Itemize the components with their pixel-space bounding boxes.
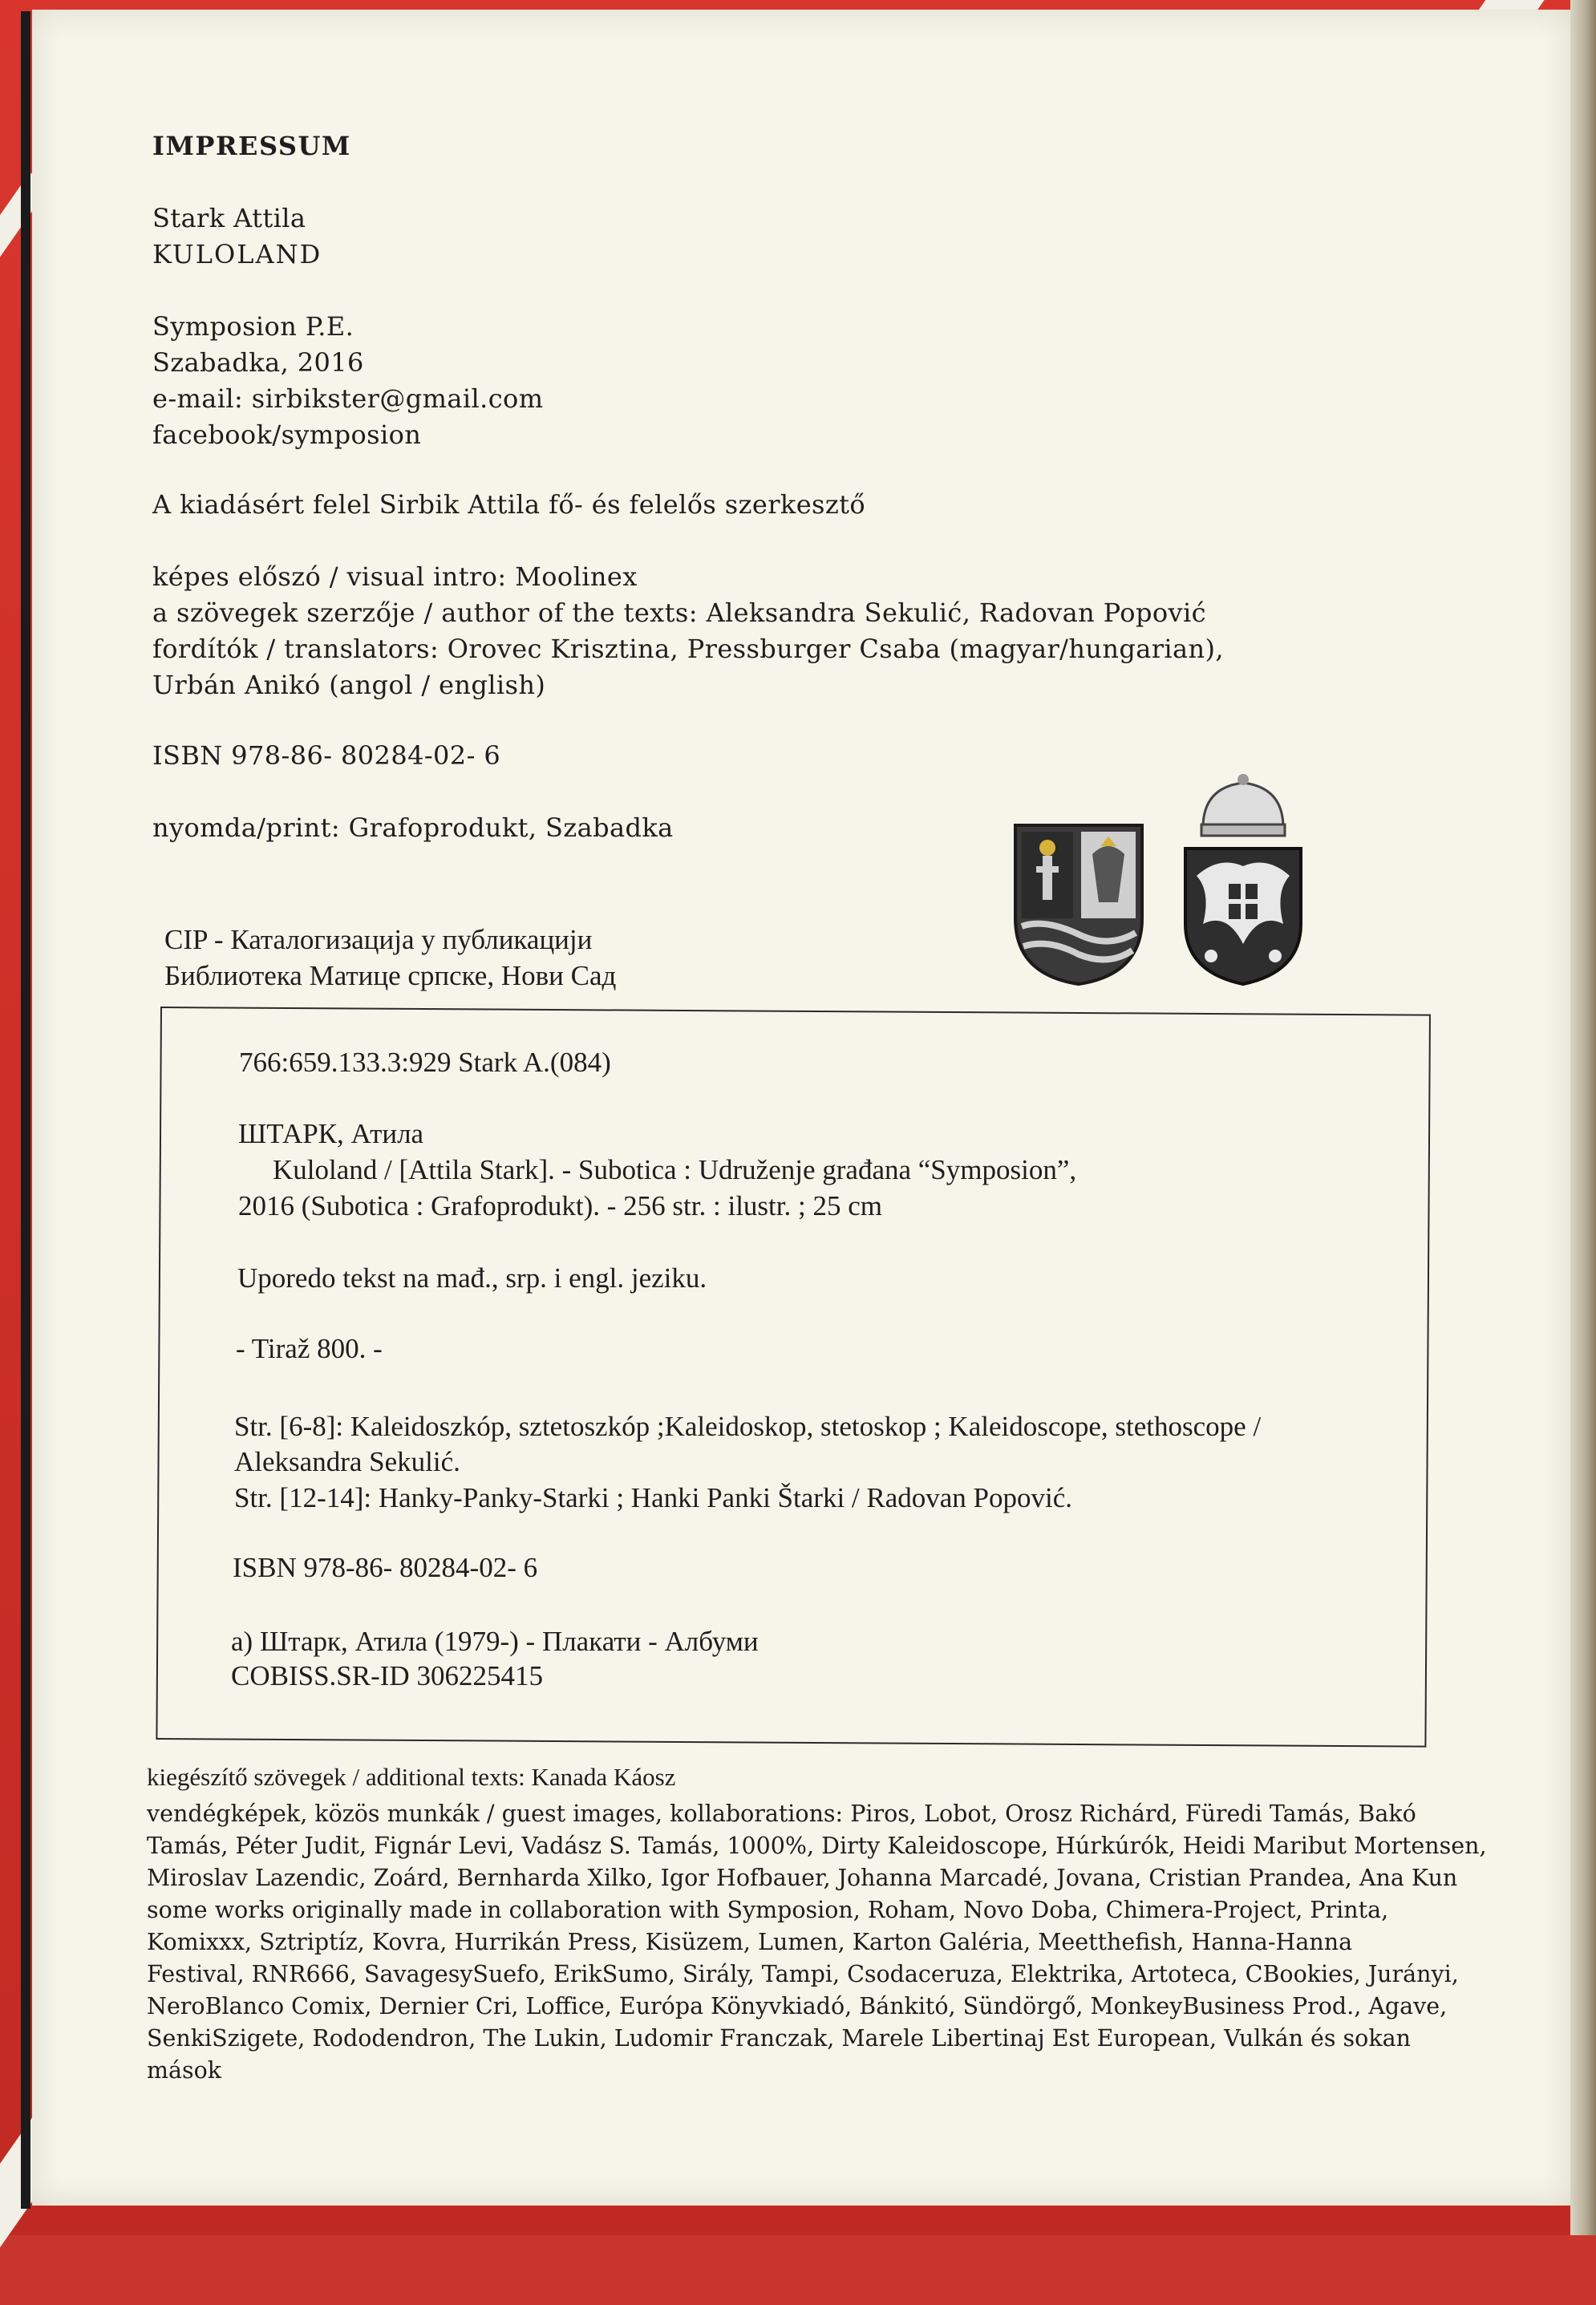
footer-line: Tamás, Péter Judit, Fignár Levi, Vadász S. Tamás, 1000%, Dirty Kaleidoscope, Húrkúrók, Heidi Maribut Mortensen, bbox=[147, 1833, 1487, 1859]
credit-line: Urbán Anikó (angol / english) bbox=[152, 670, 546, 700]
spine-edge bbox=[21, 11, 30, 2209]
cip-contents-line: Aleksandra Sekulić. bbox=[234, 1446, 460, 1477]
vojvodina-coat-of-arms-icon bbox=[1012, 822, 1145, 986]
page-edge bbox=[1570, 0, 1596, 2235]
cip-note-language: Uporedo tekst na mađ., srp. i engl. jeziku. bbox=[237, 1262, 707, 1294]
footer-line: kiegészítő szövegek / additional texts: Kanada Káosz bbox=[147, 1763, 676, 1791]
printer: nyomda/print: Grafoprodukt, Szabadka bbox=[152, 812, 674, 843]
cip-note-print-run: - Tiraž 800. - bbox=[236, 1333, 383, 1364]
credit-line: a szövegek szerzője / author of the texts: Aleksandra Sekulić, Radovan Popović bbox=[152, 598, 1206, 628]
place-year: Szabadka, 2016 bbox=[152, 347, 364, 378]
credit-line: fordítók / translators: Orovec Krisztina, Pressburger Csaba (magyar/hungarian), bbox=[152, 634, 1224, 664]
cip-contents-line: Str. [6-8]: Kaleidoszkóp, sztetoszkóp ;Kaleidoskop, stetoskop ; Kaleidoscope, stethoscope / bbox=[234, 1411, 1262, 1442]
footer-line: Komixxx, Sztriptíz, Kovra, Hurrikán Press, Kisüzem, Lumen, Karton Galéria, Meetthefish, Hanna-Hanna bbox=[147, 1929, 1353, 1955]
footer-line: vendégképek, közös munkák / guest images, kollaborations: Piros, Lobot, Orosz Richárd, Füredi Tamás, Bakó bbox=[147, 1801, 1416, 1827]
cip-title-line: Kuloland / [Attila Stark]. - Subotica : Udruženje građana “Symposion”, bbox=[273, 1154, 1077, 1185]
impressum-heading: IMPRESSUM bbox=[152, 131, 351, 161]
cip-isbn: ISBN 978-86- 80284-02- 6 bbox=[233, 1552, 538, 1583]
publisher: Symposion P.E. bbox=[152, 311, 354, 342]
email: e-mail: sirbikster@gmail.com bbox=[152, 383, 544, 414]
footer-line: mások bbox=[147, 2057, 222, 2084]
footer-line: some works originally made in collaboration with Symposion, Roham, Novo Doba, Chimera-Project, Printa, bbox=[147, 1897, 1389, 1923]
cip-cobiss: COBISS.SR-ID 306225415 bbox=[231, 1660, 543, 1691]
cip-udc: 766:659.133.3:929 Stark A.(084) bbox=[239, 1047, 611, 1078]
cip-title-line: 2016 (Subotica : Grafoprodukt). - 256 str. : ilustr. ; 25 cm bbox=[238, 1190, 882, 1221]
cip-main-entry: ШТАРК, Атила bbox=[238, 1118, 424, 1149]
credit-line: képes előszó / visual intro: Moolinex bbox=[152, 561, 638, 592]
cip-label: CIP - Каталогизација у публикацији bbox=[164, 924, 593, 955]
footer-line: Miroslav Lazendic, Zoárd, Bernharda Xilko, Igor Hofbauer, Johanna Marcadé, Jovana, Cristian Prandea, Ana Kun bbox=[147, 1865, 1458, 1891]
footer-line: NeroBlanco Comix, Dernier Cri, Loffice, Európa Könyvkiadó, Bánkitó, Sündörgő, MonkeyBusiness Prod., Agave, bbox=[147, 1993, 1448, 2019]
serbia-coat-of-arms-icon bbox=[1179, 772, 1307, 988]
author-name: Stark Attila bbox=[152, 203, 306, 233]
cip-contents-line: Str. [12-14]: Hanky-Panky-Starki ; Hanki Panki Štarki / Radovan Popović. bbox=[234, 1482, 1073, 1513]
footer-line: Festival, RNR666, SavagesySuefo, ErikSumo, Sirály, Tampi, Csodaceruza, Elektrika, Artoteca, CBookies, Jurányi, bbox=[147, 1961, 1459, 1987]
book-title: KULOLAND bbox=[152, 239, 322, 269]
cip-library: Библиотека Матице српске, Нови Сад bbox=[164, 960, 617, 991]
facebook: facebook/symposion bbox=[152, 419, 422, 450]
responsible-editor: A kiadásért felel Sirbik Attila fő- és felelős szerkesztő bbox=[152, 489, 866, 520]
footer-line: SenkiSzigete, Rododendron, The Lukin, Ludomir Franczak, Marele Libertinaj Est European, Vulkán és sokan bbox=[147, 2025, 1411, 2052]
isbn: ISBN 978-86- 80284-02- 6 bbox=[152, 740, 501, 771]
cip-subject: а) Штарк, Атила (1979-) - Плакати - Албуми bbox=[231, 1626, 759, 1657]
